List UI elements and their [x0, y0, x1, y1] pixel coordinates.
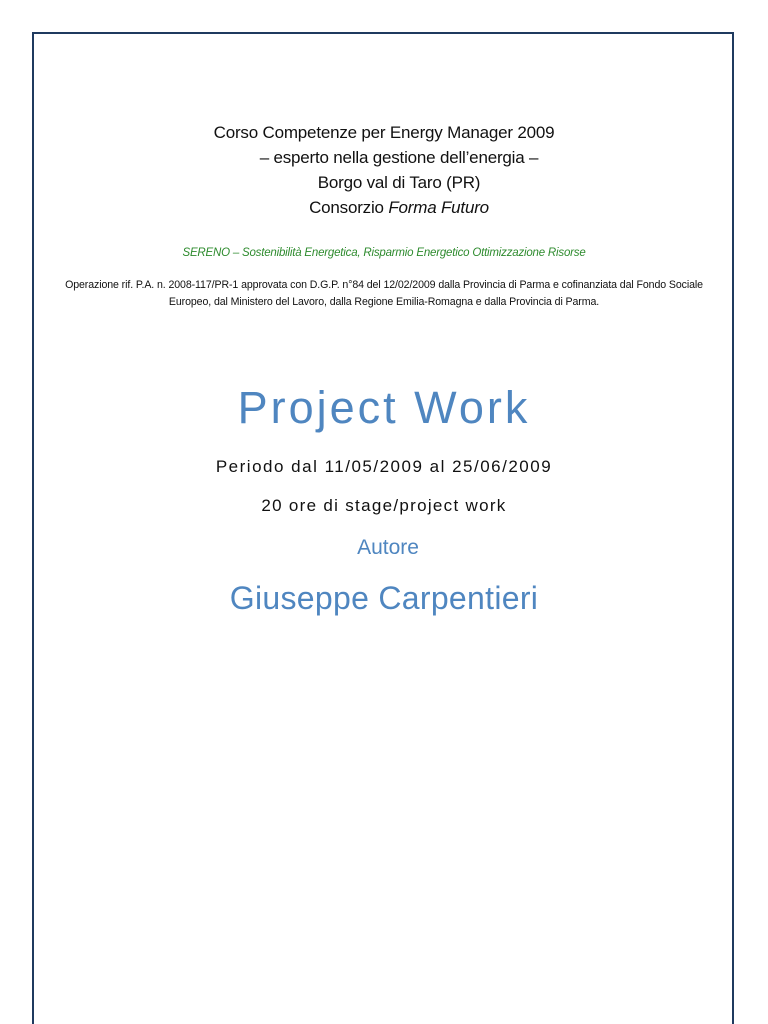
- course-location: Borgo val di Taro (PR): [317, 173, 481, 192]
- stage-hours-text: 20 ore di stage/project work: [261, 496, 507, 515]
- course-consortium: [0, 195, 768, 220]
- course-header: [0, 120, 768, 220]
- author-name: Giuseppe Carpentieri: [229, 580, 539, 616]
- course-title: Corso Competenze per Energy Manager 2009: [213, 123, 555, 142]
- course-subtitle: – esperto nella gestione dell’energia –: [259, 148, 539, 167]
- consortium-name: Forma Futuro: [388, 198, 489, 217]
- operation-reference: Operazione rif. P.A. n. 2008-117/PR-1 approvata con D.G.P. n°84 del 12/02/2009 dalla Provincia di Parma e cofinanziata dal Fondo Sociale Europeo, dal Ministero del Lavoro, dalla Regione Emilia-Romagna e dalla Provincia di Parma.: [65, 279, 703, 308]
- document-title: Project Work: [237, 382, 531, 433]
- sereno-project-line: SERENO – Sostenibilità Energetica, Risparmio Energetico Ottimizzazione Risorse: [182, 247, 586, 259]
- consortium-prefix: Consorzio: [309, 198, 389, 217]
- author-label: Autore: [357, 536, 419, 559]
- period-text: Periodo dal 11/05/2009 al 25/06/2009: [215, 457, 553, 476]
